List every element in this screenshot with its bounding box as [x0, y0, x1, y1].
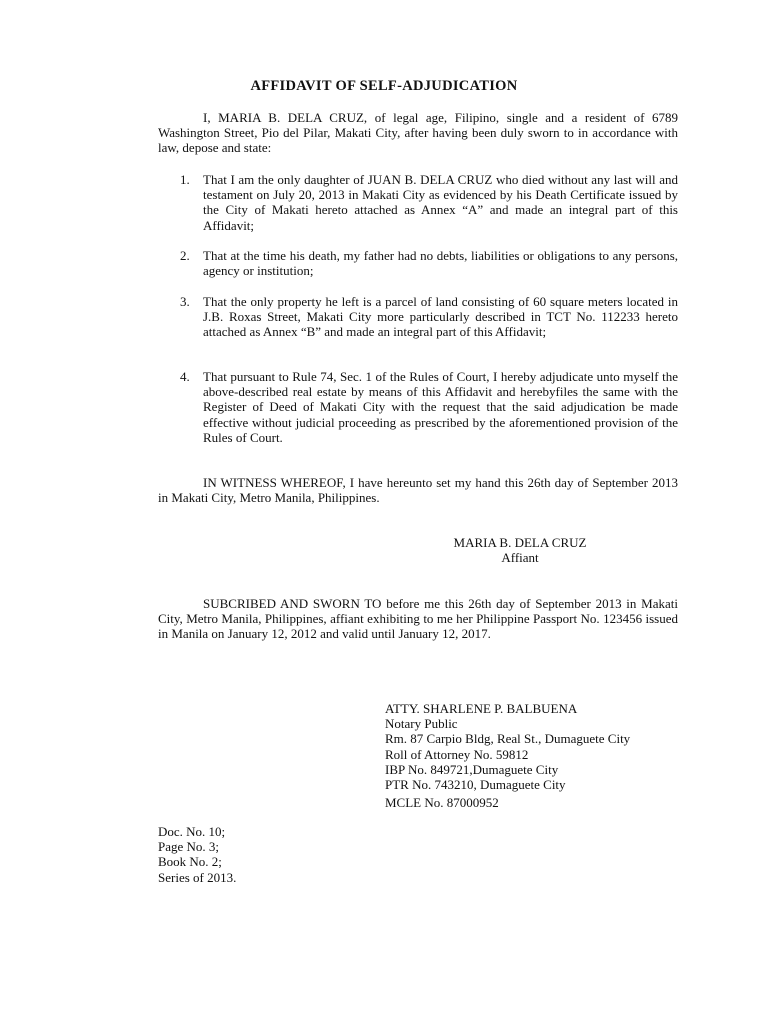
list-item	[158, 369, 678, 445]
notary-address: Rm. 87 Carpio Bldg, Real St., Dumaguete City	[385, 731, 631, 747]
notary-ibp: IBP No. 849721,Dumaguete City	[385, 761, 559, 777]
list-item	[158, 248, 678, 278]
item-text: That at the time his death, my father had no debts, liabilities or obligations to any persons, agency or institution;	[203, 248, 678, 279]
affiant-label: Affiant	[501, 550, 539, 566]
notary-name: ATTY. SHARLENE P. BALBUENA	[385, 701, 578, 716]
item-text: That the only property he left is a parcel of land consisting of 60 square meters located in J.B. Roxas Street, Makati City more particularly described in TCT No. 112233 hereto attached as Annex “B” and made an integral part of this Affidavit;	[203, 294, 678, 340]
item-number: 3.	[180, 294, 190, 309]
affiant-name: MARIA B. DELA CRUZ	[453, 535, 587, 550]
item-number: 4.	[180, 369, 190, 384]
notary-roll: Roll of Attorney No. 59812	[385, 746, 529, 762]
item-number: 2.	[180, 248, 190, 263]
notary-mcle: MCLE No. 87000952	[385, 795, 499, 811]
subscribed-paragraph: SUBCRIBED AND SWORN TO before me this 26th day of September 2013 in Makati City, Metro Manila, Philippines, affiant exhibiting to me her Philippine Passport No. 123456 issued in Manila on January 12, 2012 and valid until January 12, 2017.	[158, 596, 678, 642]
notary-ptr: PTR No. 743210, Dumaguete City	[385, 777, 566, 793]
statements-list-2	[158, 248, 678, 278]
statements-list-4	[158, 369, 678, 445]
notary-title: Notary Public	[385, 716, 458, 732]
item-text: That I am the only daughter of JUAN B. DELA CRUZ who died without any last will and testament on July 20, 2013 in Makati City as evidenced by his Death Certificate issued by the City of Makati hereto attached as Annex “A” and made an integral part of this Affidavit;	[203, 172, 678, 233]
record-block	[158, 824, 358, 885]
intro-paragraph: I, MARIA B. DELA CRUZ, of legal age, Filipino, single and a resident of 6789 Washington Street, Pio del Pilar, Makati City, after having been duly sworn to in accordance with law, depose and state:	[158, 110, 678, 156]
record-series: Series of 2013.	[158, 869, 237, 885]
record-doc: Doc. No. 10;	[158, 824, 226, 839]
list-item	[158, 294, 678, 340]
record-page: Page No. 3;	[158, 839, 220, 855]
affiant-signature-block	[420, 535, 620, 565]
record-book: Book No. 2;	[158, 854, 222, 870]
item-number: 1.	[180, 172, 190, 187]
witness-paragraph: IN WITNESS WHEREOF, I have hereunto set my hand this 26th day of September 2013 in Makati City, Metro Manila, Philippines.	[158, 475, 678, 506]
document-title: AFFIDAVIT OF SELF-ADJUDICATION	[250, 78, 518, 94]
item-text: That pursuant to Rule 74, Sec. 1 of the Rules of Court, I hereby adjudicate unto myself the above-described real estate by means of this Affidavit and herebyfiles the same with the Register of Deed of Makati City with the request that the said adjudication be made effective without judicial proceeding as prescribed by the aforementioned provision of the Rules of Court.	[203, 369, 678, 445]
statements-list	[158, 172, 678, 233]
list-item	[158, 172, 678, 233]
statements-list-3	[158, 294, 678, 340]
notary-block	[385, 701, 685, 810]
